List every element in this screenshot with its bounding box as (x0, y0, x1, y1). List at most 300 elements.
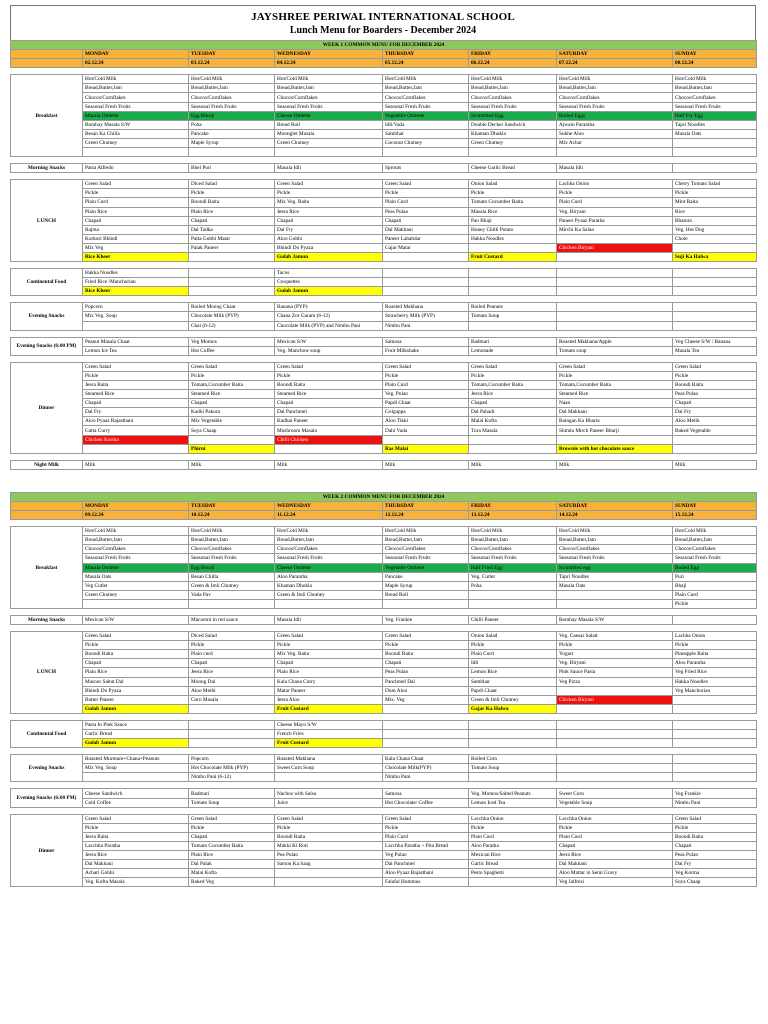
menu-item: Chapati (275, 659, 383, 668)
menu-item: Jeera Rice (469, 390, 557, 399)
menu-item: Pickle (469, 641, 557, 650)
menu-item: Paneer Lababdar (383, 234, 469, 243)
menu-item: Seasonal Fresh Fruits (275, 102, 383, 111)
menu-item: Boiled Moong Chaat (189, 303, 275, 312)
week-title: WEEK 1 COMMON MENU FOR DECEMBER 2024 (11, 41, 757, 50)
menu-item: Popcorn (83, 303, 189, 312)
menu-item (189, 739, 275, 748)
menu-item (83, 599, 189, 608)
menu-item: Lacchha Onion (469, 814, 557, 823)
menu-item (557, 435, 673, 444)
menu-item: Aloo Paratha (469, 841, 557, 850)
menu-item (673, 730, 757, 739)
menu-item: Sambhar (469, 677, 557, 686)
menu-item: Badmari (469, 337, 557, 346)
menu-item: Chocolate Milk(PYP) (383, 764, 469, 773)
menu-item: Pickle (275, 823, 383, 832)
menu-item: Chocos/Cornflakes (383, 93, 469, 102)
menu-item (189, 148, 275, 157)
menu-item: Green Salad (383, 362, 469, 371)
menu-item: Achari Gobhi (83, 869, 189, 878)
day-header-monday: MONDAY (83, 50, 189, 59)
menu-item: Seasonal Fresh Fruits (557, 102, 673, 111)
menu-item: Aloo Pyaaz Rajasthani (83, 417, 189, 426)
date-cell: 04.12.24 (275, 59, 383, 68)
menu-item: Dal Tadka (189, 225, 275, 234)
day-header-sunday: SUNDAY (673, 50, 757, 59)
menu-item: Veg. Pulao (383, 390, 469, 399)
menu-item (673, 773, 757, 782)
menu-item (673, 755, 757, 764)
menu-item: Pasta In Pink Sauce (83, 720, 189, 729)
menu-item: Mexican Rice (469, 851, 557, 860)
menu-item: Seasonal Fresh Fruits (673, 554, 757, 563)
menu-item: Lemon Iced Tea (469, 798, 557, 807)
menu-item: Tacos (275, 269, 383, 278)
day-header-wednesday: WEDNESDAY (275, 501, 383, 510)
menu-item: Green Salad (83, 814, 189, 823)
menu-item: Seasonal Fresh Fruits (189, 102, 275, 111)
meal-label: Breakfast (11, 75, 83, 157)
weeks-container (10, 40, 756, 887)
menu-item: Papdi Chaat (383, 399, 469, 408)
menu-item: Hot/Cold Milk (275, 527, 383, 536)
menu-item: Pickle (83, 641, 189, 650)
menu-item: Hot/Cold Milk (189, 527, 275, 536)
menu-item: Dal Palak (189, 860, 275, 869)
menu-item: Masala Oats (673, 129, 757, 138)
menu-item: Roasted Makhana/Apple (557, 337, 673, 346)
menu-item: Cold Coffee (83, 798, 189, 807)
menu-item: Pickle (673, 823, 757, 832)
menu-item: Chocos/Cornflakes (189, 93, 275, 102)
menu-row (11, 650, 757, 659)
menu-item (469, 444, 557, 453)
menu-item: Hot/Cold Milk (83, 75, 189, 84)
menu-item: Maple Syrup (383, 581, 469, 590)
menu-row (11, 851, 757, 860)
menu-row (11, 234, 757, 243)
day-header-sunday: SUNDAY (673, 501, 757, 510)
menu-item: Mint Raita (673, 198, 757, 207)
menu-item: Steamed Rice (275, 390, 383, 399)
menu-item: Boondi Raita (189, 198, 275, 207)
menu-item (469, 321, 557, 330)
menu-item: Scrambled Egg (469, 111, 557, 120)
menu-item: Chocos/Cornflakes (557, 545, 673, 554)
menu-item: Mexican S/W (83, 615, 189, 624)
meal-label: Continental Food (11, 269, 83, 296)
section-spacer (11, 173, 757, 180)
menu-item: Tomato Cucumber Raita (189, 841, 275, 850)
menu-item: Lachha Onion (673, 632, 757, 641)
menu-item: Pasta Alfredo (83, 164, 189, 173)
menu-item (673, 444, 757, 453)
menu-item: Samosa (383, 789, 469, 798)
section-spacer (11, 608, 757, 615)
menu-item: Bread,Butter,Jam (275, 536, 383, 545)
menu-item: Moong Dal (189, 677, 275, 686)
menu-row (11, 129, 757, 138)
menu-item: Pickle (383, 189, 469, 198)
menu-item (557, 755, 673, 764)
menu-item: Badmari (189, 789, 275, 798)
menu-item: Veg Pulao (383, 851, 469, 860)
menu-item: Mix Veg. Soup (83, 312, 189, 321)
menu-row (11, 841, 757, 850)
menu-item: Jeera Raita (83, 832, 189, 841)
menu-row (11, 599, 757, 608)
menu-row (11, 668, 757, 677)
menu-item: Bread,Butter,Jam (469, 536, 557, 545)
menu-row (11, 435, 757, 444)
menu-item: Aloo Tikki (383, 417, 469, 426)
menu-item: Soya Chaap (189, 426, 275, 435)
menu-item (275, 869, 383, 878)
menu-item: Masala Idli (557, 164, 673, 173)
menu-item: Onion Salad (469, 180, 557, 189)
menu-item: Veg Jalfrezi (557, 878, 673, 887)
menu-item: Plain Curd (383, 381, 469, 390)
menu-item: Chocos/Cornflakes (383, 545, 469, 554)
menu-item: Chocolate Milk (PYP) and Nimbu Pani (275, 321, 383, 330)
menu-item (189, 287, 275, 296)
menu-item: Poha (189, 120, 275, 129)
menu-item: Chocolate Milk (PYP) (189, 312, 275, 321)
menu-item: Pineapple Raita (673, 650, 757, 659)
menu-item: Masala Omlette (83, 111, 189, 120)
menu-item: Seasonal Fresh Fruits (469, 554, 557, 563)
meal-label: Night Milk (11, 460, 83, 469)
menu-item: Half Fry Egg (673, 111, 757, 120)
menu-item: Bread,Butter,Jam (383, 84, 469, 93)
menu-item: Tomato Soup (189, 798, 275, 807)
menu-item: Pickle (189, 371, 275, 380)
menu-item (673, 138, 757, 147)
menu-item (557, 287, 673, 296)
menu-row (11, 720, 757, 729)
menu-item: Chicken Biryani (557, 695, 673, 704)
section-spacer (11, 262, 757, 269)
menu-item (557, 704, 673, 713)
menu-item: Plain Curd (383, 832, 469, 841)
menu-item: Nimbu Pani (383, 321, 469, 330)
menu-item: Tomato Soup (469, 764, 557, 773)
menu-item: Palak Paneer (189, 243, 275, 252)
menu-row (11, 823, 757, 832)
menu-item: Dal Fry (83, 408, 189, 417)
menu-item: Plain curd (189, 650, 275, 659)
menu-item: Peas Pulao (673, 390, 757, 399)
menu-row (11, 312, 757, 321)
menu-item: Veg Frankie (673, 789, 757, 798)
menu-item: Chocos/Cornflakes (275, 93, 383, 102)
menu-item (83, 773, 189, 782)
section-spacer (11, 68, 757, 75)
menu-item: Diced Salad (189, 632, 275, 641)
menu-item (557, 764, 673, 773)
menu-item: Garlic Bread (469, 860, 557, 869)
menu-item: Mix Achar (557, 138, 673, 147)
menu-item: Green Salad (83, 362, 189, 371)
menu-item: Green Salad (673, 814, 757, 823)
menu-item: Bread,Butter,Jam (557, 536, 673, 545)
menu-item: Vegetable Soup (557, 798, 673, 807)
menu-item: Plain Curd (469, 832, 557, 841)
menu-item: Vegetable Omlette (383, 563, 469, 572)
menu-item: Fruit Custard (275, 739, 383, 748)
menu-item: Bhindi Do Pyaza (83, 686, 189, 695)
menu-item: Mirchi Ka Salan (557, 225, 673, 234)
menu-item: Hot/Cold Milk (383, 75, 469, 84)
menu-item: Chapati (673, 841, 757, 850)
menu-item: Baked Veg (189, 878, 275, 887)
menu-item: Boondi Raita (383, 650, 469, 659)
menu-item: Pickle (557, 823, 673, 832)
menu-item: Fruit Milkshake (383, 346, 469, 355)
menu-row (11, 399, 757, 408)
menu-item: Peanut Masala Chaat (83, 337, 189, 346)
menu-item (673, 269, 757, 278)
menu-item: Chocos/Cornflakes (83, 93, 189, 102)
menu-row (11, 563, 757, 572)
menu-item: Lacchha Paratha + Pita Bread (383, 841, 469, 850)
menu-item: Peas Pulao (383, 668, 469, 677)
menu-row (11, 362, 757, 371)
menu-row (11, 659, 757, 668)
meal-label: LUNCH (11, 180, 83, 262)
menu-item: Fruit Custard (469, 252, 557, 261)
menu-item: Masoor Sabut Dal (83, 677, 189, 686)
menu-item: Milk (189, 460, 275, 469)
menu-item: Veg Cutlet (83, 581, 189, 590)
menu-item: Chilli Paneer (469, 615, 557, 624)
menu-item: Aloo Methi (673, 417, 757, 426)
menu-row (11, 303, 757, 312)
menu-item: Pickle (189, 823, 275, 832)
menu-item (383, 252, 469, 261)
menu-item: Strawberry Milk (PYP) (383, 312, 469, 321)
date-cell: 06.12.24 (469, 59, 557, 68)
menu-item: Dal Makhani (383, 225, 469, 234)
section-spacer (11, 520, 757, 527)
menu-item: Chocos/Cornflakes (673, 93, 757, 102)
menu-item: Bread,Butter,Jam (189, 536, 275, 545)
date-cell: 11.12.24 (275, 511, 383, 520)
menu-item: Nimbu Pani (673, 798, 757, 807)
menu-item (557, 312, 673, 321)
menu-item: Tomato Cucumber Raita (469, 198, 557, 207)
menu-item: Boondi Raita (673, 832, 757, 841)
menu-row (11, 814, 757, 823)
menu-row (11, 878, 757, 887)
menu-row (11, 581, 757, 590)
menu-item: Milk (557, 460, 673, 469)
menu-item: Suji Ka Halwa (673, 252, 757, 261)
menu-item: Milk (83, 460, 189, 469)
menu-item: Palta Gobhi Matar (189, 234, 275, 243)
menu-row (11, 75, 757, 84)
menu-item: Chapati (275, 216, 383, 225)
menu-item (275, 878, 383, 887)
menu-item: Cheese Omlette (275, 111, 383, 120)
menu-item: Pickle (275, 189, 383, 198)
menu-item: Honey Chilli Potato (469, 225, 557, 234)
menu-item: Jeera Aloo (275, 695, 383, 704)
menu-item (275, 444, 383, 453)
menu-item: Steamed Rice (189, 390, 275, 399)
menu-item: Chapati (189, 659, 275, 668)
menu-item: Falafal Hummus (383, 878, 469, 887)
menu-item (557, 590, 673, 599)
menu-item: Baingan Ka Bharta (557, 417, 673, 426)
menu-item: Chicken Korma (83, 435, 189, 444)
menu-item: Veg. Momos/Salted Peanuts (469, 789, 557, 798)
menu-row (11, 860, 757, 869)
menu-item: Cherry Tomato Salad (673, 180, 757, 189)
menu-item: Poha (469, 581, 557, 590)
menu-item: Boondi Raita (83, 650, 189, 659)
menu-item (469, 269, 557, 278)
date-cell: 15.12.24 (673, 511, 757, 520)
menu-item: Mix Veg. Soup (83, 764, 189, 773)
menu-item: Chocos/Cornflakes (469, 93, 557, 102)
menu-item: Masala Idli (275, 164, 383, 173)
menu-item: Fried Rice /Manchurian (83, 278, 189, 287)
menu-item (673, 287, 757, 296)
menu-item: Aloo Parantha (275, 572, 383, 581)
menu-item (673, 739, 757, 748)
date-cell: 13.12.24 (469, 511, 557, 520)
menu-item: Masala Oats (557, 581, 673, 590)
menu-item: Garlic Bread (83, 730, 189, 739)
menu-item: Bread,Butter,Jam (189, 84, 275, 93)
section-spacer (11, 748, 757, 755)
menu-item: Veg Momos (189, 337, 275, 346)
menu-item: Hot/Cold Milk (557, 527, 673, 536)
menu-row (11, 321, 757, 330)
menu-item: Masala Rice (469, 207, 557, 216)
menu-item: Chole (673, 234, 757, 243)
menu-item: Chapati (83, 659, 189, 668)
menu-item: Veg. Cutlet (469, 572, 557, 581)
menu-item: Seasonal Fresh Fruits (383, 554, 469, 563)
menu-item: Green Salad (469, 362, 557, 371)
menu-item (557, 686, 673, 695)
menu-row (11, 243, 757, 252)
menu-item: Maple Syrup (189, 138, 275, 147)
menu-item: Hot Coffee (189, 346, 275, 355)
menu-item: Hot/Cold Milk (383, 527, 469, 536)
menu-item: Juice (275, 798, 383, 807)
menu-row (11, 111, 757, 120)
menu-item: Macaroni in red sauce (189, 615, 275, 624)
menu-row (11, 93, 757, 102)
menu-item: Scrambled egg (557, 563, 673, 572)
menu-item: Sambhar (383, 129, 469, 138)
menu-item: Roasted Makhana (383, 303, 469, 312)
menu-item: Green Chutney (275, 138, 383, 147)
menu-item: Gulab Jamun (83, 704, 189, 713)
menu-item: Rajma (83, 225, 189, 234)
menu-item (673, 321, 757, 330)
menu-item: Green Chutney (83, 138, 189, 147)
menu-item: Tapri Noodles (673, 120, 757, 129)
menu-item: Jeera Raita (83, 381, 189, 390)
day-header-saturday: SATURDAY (557, 501, 673, 510)
menu-item: Lemon Ice Tea (83, 346, 189, 355)
menu-item (557, 148, 673, 157)
menu-item: Pickle (673, 641, 757, 650)
menu-item: Jeera Rice (83, 851, 189, 860)
week-2-table (10, 492, 757, 888)
menu-item (189, 269, 275, 278)
menu-row (11, 789, 757, 798)
menu-item: Pickle (189, 189, 275, 198)
menu-item: Plain Curd (469, 650, 557, 659)
menu-item: Lacchha Paratha (83, 841, 189, 850)
menu-item: Chapati (557, 841, 673, 850)
menu-item: Tomato Soup (469, 312, 557, 321)
menu-item: Veg Korma (673, 869, 757, 878)
menu-item: Chapati (275, 399, 383, 408)
menu-item: Bhaji (673, 581, 757, 590)
menu-item: Chocos/Cornflakes (557, 93, 673, 102)
menu-item: Pickle (469, 189, 557, 198)
menu-item: Dal Fry (673, 860, 757, 869)
menu-item: Pickle (673, 189, 757, 198)
menu-item: Green Salad (383, 180, 469, 189)
date-cell: 03.12.24 (189, 59, 275, 68)
section-spacer (11, 330, 757, 337)
menu-item: Pao Bhaji (469, 216, 557, 225)
meal-label: Dinner (11, 814, 83, 887)
menu-item: Bhindi Do Pyaza (275, 243, 383, 252)
menu-item: Green Salad (189, 362, 275, 371)
menu-row (11, 615, 757, 624)
corner-cell (11, 59, 83, 68)
menu-item: Sarson Ka Saag (275, 860, 383, 869)
menu-item: Seasonal Fresh Fruits (383, 102, 469, 111)
meal-label: Continental Food (11, 720, 83, 747)
menu-item: Bhel Puri (189, 164, 275, 173)
menu-row (11, 739, 757, 748)
menu-item (469, 739, 557, 748)
menu-item: Pea Pulao (275, 851, 383, 860)
menu-item: Pickle (469, 371, 557, 380)
menu-item: Bread Roll (383, 590, 469, 599)
menu-row (11, 764, 757, 773)
menu-item (189, 704, 275, 713)
menu-item: Aloo Gobhi (275, 234, 383, 243)
menu-item: Sweet Corn Soup (275, 764, 383, 773)
menu-item: Bread,Butter,Jam (383, 536, 469, 545)
menu-item: Aloo Pyaaz Rajasthani (383, 869, 469, 878)
menu-item: Besan Ka Chilla (83, 129, 189, 138)
menu-item: Dahi Vada (383, 426, 469, 435)
menu-item: Kadhai Paneer (275, 417, 383, 426)
menu-item: Egg Bhurji (189, 111, 275, 120)
menu-item: Shimla Mirch Paneer Bhurji (557, 426, 673, 435)
menu-item: Green Salad (275, 362, 383, 371)
menu-item: Chocos/Cornflakes (469, 545, 557, 554)
menu-item: Butter Paneer (83, 695, 189, 704)
menu-item: Chocos/Cornflakes (189, 545, 275, 554)
menu-item (673, 278, 757, 287)
menu-item: Sweet Corn (557, 789, 673, 798)
corner-cell (11, 501, 83, 510)
menu-item: Boiled Egg (673, 563, 757, 572)
